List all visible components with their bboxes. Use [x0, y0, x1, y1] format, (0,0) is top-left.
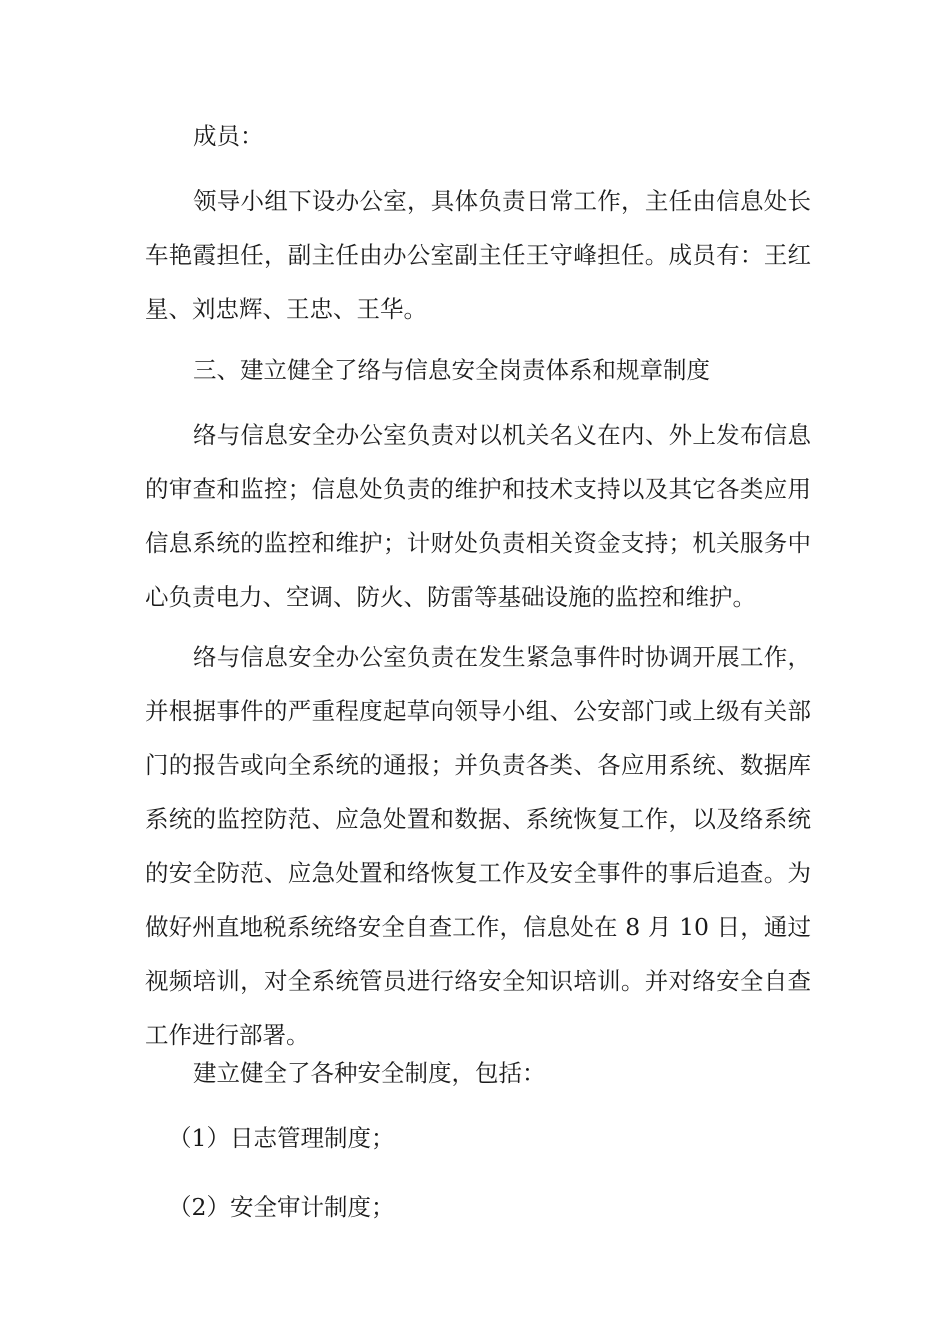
paragraph-responsibilities: 络与信息安全办公室负责对以机关名义在内、外上发布信息的审查和监控；信息处负责的维护和技术支持以及其它各类应用信息系统的监控和维护；计财处负责相关资金支持；机关服务中心负责电力、空调、防火、防雷等基础设施的监控和维护。	[145, 421, 811, 611]
paragraph-office-setup: 领导小组下设办公室，具体负责日常工作，主任由信息处长车艳霞担任，副主任由办公室副主任王守峰担任。成员有：王红星、刘忠辉、王忠、王华。	[145, 187, 811, 323]
paragraph-members-label: 成员：	[193, 122, 264, 150]
paragraph-emergency-duties: 络与信息安全办公室负责在发生紧急事件时协调开展工作，并根据事件的严重程度起草向领导小组、公安部门或上级有关部门的报告或向全系统的通报；并负责各类、各应用系统、数据库系统的监控防范、应急处置和数据、系统恢复工作，以及络系统的安全防范、应急处置和络恢复工作及安全事件的事后追查。为做好州直地税系统络安全自查工作，信息处在 8 月 10 日，通过视频培训，对全系统管员进行络安全知识培训。并对络安全自查工作进行部署。	[145, 643, 811, 1049]
list-item-log-management: （1）日志管理制度；	[168, 1124, 395, 1152]
section-heading-3: 三、建立健全了络与信息安全岗责体系和规章制度	[193, 356, 710, 384]
paragraph-safety-rules-intro: 建立健全了各种安全制度，包括：	[193, 1059, 546, 1087]
list-item-security-audit: （2）安全审计制度；	[168, 1193, 395, 1221]
